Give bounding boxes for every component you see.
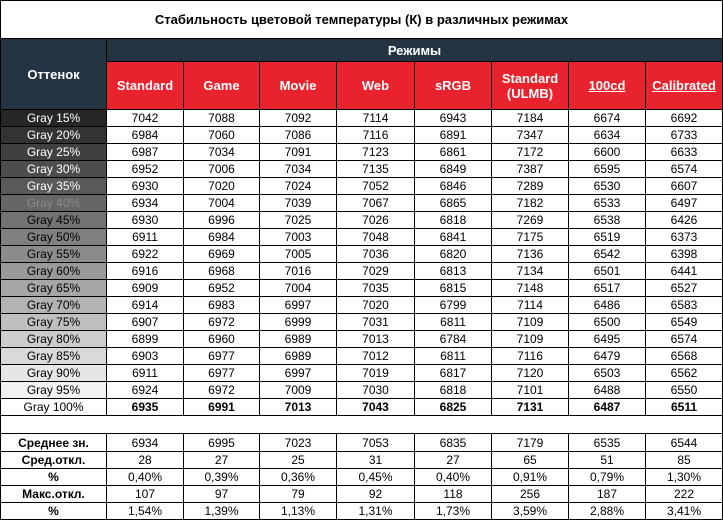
table-cell: 6943 [415,110,492,127]
table-cell: 7116 [492,348,569,365]
table-cell: 7148 [492,280,569,297]
table-cell: 6568 [646,348,723,365]
stat-cell: 1,39% [184,503,260,520]
table-row [1,127,723,144]
table-cell: 6907 [107,314,184,331]
table-cell: 6916 [107,263,184,280]
table-cell: 7184 [492,110,569,127]
table-cell: 6930 [107,212,184,229]
stat-cell: 0,36% [260,469,337,486]
table-row [1,229,723,246]
table-cell: 6987 [107,144,184,161]
table-cell: 6903 [107,348,184,365]
table-cell: 6497 [646,195,723,212]
stat-cell: 28 [107,452,184,469]
table-cell: 6817 [415,365,492,382]
row-label-gray-70: Gray 70% [1,297,107,314]
stat-cell: 0,91% [492,469,569,486]
table-row [1,348,723,365]
stat-cell: 7053 [337,434,415,452]
stat-cell: 27 [184,452,260,469]
column-header-calibrated: Calibrated [646,62,723,110]
stat-row [1,469,723,486]
stat-cell: 6544 [646,434,723,452]
table-cell: 6924 [107,382,184,399]
table-cell: 7019 [337,365,415,382]
table-cell: 6813 [415,263,492,280]
stat-cell: 0,39% [184,469,260,486]
table-cell: 7031 [337,314,415,331]
table-row [1,365,723,382]
stat-cell: 1,30% [646,469,723,486]
table-cell: 7039 [260,195,337,212]
table-cell: 7016 [260,263,337,280]
row-label-gray-95: Gray 95% [1,382,107,399]
table-cell: 6899 [107,331,184,348]
table-row [1,263,723,280]
table-cell: 6373 [646,229,723,246]
stat-cell: 31 [337,452,415,469]
stat-cell: 256 [492,486,569,503]
table-cell: 7004 [260,280,337,297]
table-cell: 6692 [646,110,723,127]
table-cell: 7026 [337,212,415,229]
stat-cell: 107 [107,486,184,503]
column-header-standard: Standard [107,62,184,110]
table-cell: 7052 [337,178,415,195]
table-cell: 6818 [415,382,492,399]
table-cell: 6996 [184,212,260,229]
table-row [1,144,723,161]
table-cell: 6486 [569,297,646,314]
table-row [1,195,723,212]
table-cell: 6991 [184,399,260,416]
table-row [1,314,723,331]
table-row [1,297,723,314]
table-cell: 6811 [415,348,492,365]
table-cell: 6542 [569,246,646,263]
table-cell: 6479 [569,348,646,365]
table-cell: 6441 [646,263,723,280]
table-cell: 6952 [184,280,260,297]
table-cell: 7042 [107,110,184,127]
table-cell: 6574 [646,331,723,348]
table-cell: 7034 [260,161,337,178]
table-row [1,110,723,127]
row-label-gray-20: Gray 20% [1,127,107,144]
row-label-gray-50: Gray 50% [1,229,107,246]
table-row [1,246,723,263]
table-row [1,382,723,399]
table-cell: 6930 [107,178,184,195]
table-cell: 6968 [184,263,260,280]
table-cell: 7012 [337,348,415,365]
table-cell: 6960 [184,331,260,348]
row-label-gray-80: Gray 80% [1,331,107,348]
table-cell: 6633 [646,144,723,161]
table-cell: 6977 [184,348,260,365]
table-cell: 6519 [569,229,646,246]
table-cell: 7116 [337,127,415,144]
table-cell: 6398 [646,246,723,263]
table-cell: 6607 [646,178,723,195]
stat-cell: 6835 [415,434,492,452]
stat-cell: 25 [260,452,337,469]
table-cell: 7048 [337,229,415,246]
table-cell: 7123 [337,144,415,161]
table-cell: 7043 [337,399,415,416]
table-cell: 6911 [107,365,184,382]
column-header-100cd: 100cd [569,62,646,110]
stat-cell: 1,54% [107,503,184,520]
table-cell: 6952 [107,161,184,178]
row-header-shade: Оттенок [1,39,107,110]
stat-cell: 118 [415,486,492,503]
stat-cell: 27 [415,452,492,469]
table-cell: 6550 [646,382,723,399]
table-cell: 6972 [184,314,260,331]
table-cell: 7003 [260,229,337,246]
row-label-gray-45: Gray 45% [1,212,107,229]
row-label-gray-65: Gray 65% [1,280,107,297]
stat-label: Среднее зн. [1,434,107,452]
table-cell: 6997 [260,297,337,314]
table-cell: 7134 [492,263,569,280]
stat-cell: 7023 [260,434,337,452]
table-cell: 7005 [260,246,337,263]
table-cell: 6562 [646,365,723,382]
table-cell: 6487 [569,399,646,416]
column-header-movie: Movie [260,62,337,110]
table-cell: 7347 [492,127,569,144]
stat-cell: 6535 [569,434,646,452]
table-cell: 6935 [107,399,184,416]
table-cell: 6891 [415,127,492,144]
table-cell: 7067 [337,195,415,212]
stat-cell: 97 [184,486,260,503]
stat-cell: 2,88% [569,503,646,520]
stat-cell: 1,73% [415,503,492,520]
stat-cell: 0,79% [569,469,646,486]
table-cell: 7120 [492,365,569,382]
table-title: Стабильность цветовой температуры (К) в различных режимах [1,1,723,39]
table-cell: 7088 [184,110,260,127]
stat-row [1,503,723,520]
table-cell: 7035 [337,280,415,297]
table-cell: 6538 [569,212,646,229]
stat-row [1,486,723,503]
table-row [1,280,723,297]
table-cell: 7387 [492,161,569,178]
stat-row [1,452,723,469]
table-cell: 6911 [107,229,184,246]
table-cell: 6984 [107,127,184,144]
stat-cell: 6934 [107,434,184,452]
stat-cell: 0,40% [107,469,184,486]
table-cell: 7034 [184,144,260,161]
table-cell: 7269 [492,212,569,229]
stat-cell: 7179 [492,434,569,452]
table-cell: 7025 [260,212,337,229]
table-cell: 6488 [569,382,646,399]
table-cell: 7004 [184,195,260,212]
stat-row [1,434,723,452]
row-label-gray-85: Gray 85% [1,348,107,365]
table-cell: 6426 [646,212,723,229]
table-cell: 6934 [107,195,184,212]
table-cell: 7131 [492,399,569,416]
column-header-srgb: sRGB [415,62,492,110]
column-header-web: Web [337,62,415,110]
stat-cell: 1,31% [337,503,415,520]
table-cell: 6989 [260,331,337,348]
table-cell: 6999 [260,314,337,331]
table-cell: 7013 [337,331,415,348]
table-cell: 7024 [260,178,337,195]
table-cell: 6583 [646,297,723,314]
table-row [1,161,723,178]
stat-cell: 222 [646,486,723,503]
stat-cell: 51 [569,452,646,469]
stat-cell: 6995 [184,434,260,452]
table-cell: 7009 [260,382,337,399]
stat-cell: 187 [569,486,646,503]
stat-cell: 3,41% [646,503,723,520]
stat-cell: 1,13% [260,503,337,520]
table-cell: 7020 [337,297,415,314]
table-cell: 6503 [569,365,646,382]
table-cell: 7092 [260,110,337,127]
row-label-gray-15: Gray 15% [1,110,107,127]
table-cell: 6733 [646,127,723,144]
table-cell: 7175 [492,229,569,246]
table-cell: 6989 [260,348,337,365]
table-cell: 7030 [337,382,415,399]
table-spacer-row [1,416,723,434]
row-label-gray-60: Gray 60% [1,263,107,280]
table-cell: 7109 [492,331,569,348]
table-cell: 7101 [492,382,569,399]
column-header-standard-ulmb-: Standard (ULMB) [492,62,569,110]
table-cell: 6846 [415,178,492,195]
table-cell: 7135 [337,161,415,178]
row-label-gray-40: Gray 40% [1,195,107,212]
table-cell: 6849 [415,161,492,178]
table-cell: 6511 [646,399,723,416]
stat-cell: 65 [492,452,569,469]
row-label-gray-30: Gray 30% [1,161,107,178]
table-cell: 6674 [569,110,646,127]
table-cell: 6517 [569,280,646,297]
table-cell: 6922 [107,246,184,263]
stat-label: % [1,503,107,520]
row-label-gray-90: Gray 90% [1,365,107,382]
table-cell: 7029 [337,263,415,280]
table-cell: 6549 [646,314,723,331]
table-cell: 6861 [415,144,492,161]
stat-label: % [1,469,107,486]
stat-cell: 85 [646,452,723,469]
table-cell: 6820 [415,246,492,263]
row-label-gray-100: Gray 100% [1,399,107,416]
stat-cell: 0,40% [415,469,492,486]
table-cell: 6500 [569,314,646,331]
table-cell: 6574 [646,161,723,178]
stat-label: Сред.откл. [1,452,107,469]
table-row [1,212,723,229]
table-cell: 7036 [337,246,415,263]
table-cell: 6530 [569,178,646,195]
table-cell: 6977 [184,365,260,382]
table-cell: 6527 [646,280,723,297]
table-cell: 7182 [492,195,569,212]
table-row [1,331,723,348]
table-cell: 6815 [415,280,492,297]
table-cell: 7060 [184,127,260,144]
table-cell: 6983 [184,297,260,314]
table-cell: 7172 [492,144,569,161]
table-cell: 7114 [337,110,415,127]
table-cell: 6600 [569,144,646,161]
table-cell: 6799 [415,297,492,314]
table-cell: 6595 [569,161,646,178]
table-cell: 6969 [184,246,260,263]
stat-cell: 0,45% [337,469,415,486]
row-label-gray-55: Gray 55% [1,246,107,263]
table-cell: 6914 [107,297,184,314]
table-cell: 6909 [107,280,184,297]
column-header-game: Game [184,62,260,110]
table-cell: 6984 [184,229,260,246]
table-cell: 6972 [184,382,260,399]
table-cell: 6825 [415,399,492,416]
table-row [1,399,723,416]
table-cell: 6818 [415,212,492,229]
row-label-gray-25: Gray 25% [1,144,107,161]
table-cell: 7109 [492,314,569,331]
table-cell: 7091 [260,144,337,161]
table-cell: 6634 [569,127,646,144]
table-cell: 7020 [184,178,260,195]
modes-header: Режимы [107,39,723,62]
table-cell: 6841 [415,229,492,246]
table-cell: 7289 [492,178,569,195]
table-cell: 7006 [184,161,260,178]
table-cell: 6784 [415,331,492,348]
table-cell: 7114 [492,297,569,314]
table-cell: 6501 [569,263,646,280]
stat-cell: 92 [337,486,415,503]
table-cell: 6533 [569,195,646,212]
table-cell: 6495 [569,331,646,348]
table-cell: 7013 [260,399,337,416]
table-row [1,178,723,195]
row-label-gray-35: Gray 35% [1,178,107,195]
table-cell: 6811 [415,314,492,331]
stat-label: Макс.откл. [1,486,107,503]
stat-cell: 3,59% [492,503,569,520]
table-cell: 6865 [415,195,492,212]
table-cell: 7136 [492,246,569,263]
table-cell: 6997 [260,365,337,382]
row-label-gray-75: Gray 75% [1,314,107,331]
stat-cell: 79 [260,486,337,503]
table-cell: 7086 [260,127,337,144]
